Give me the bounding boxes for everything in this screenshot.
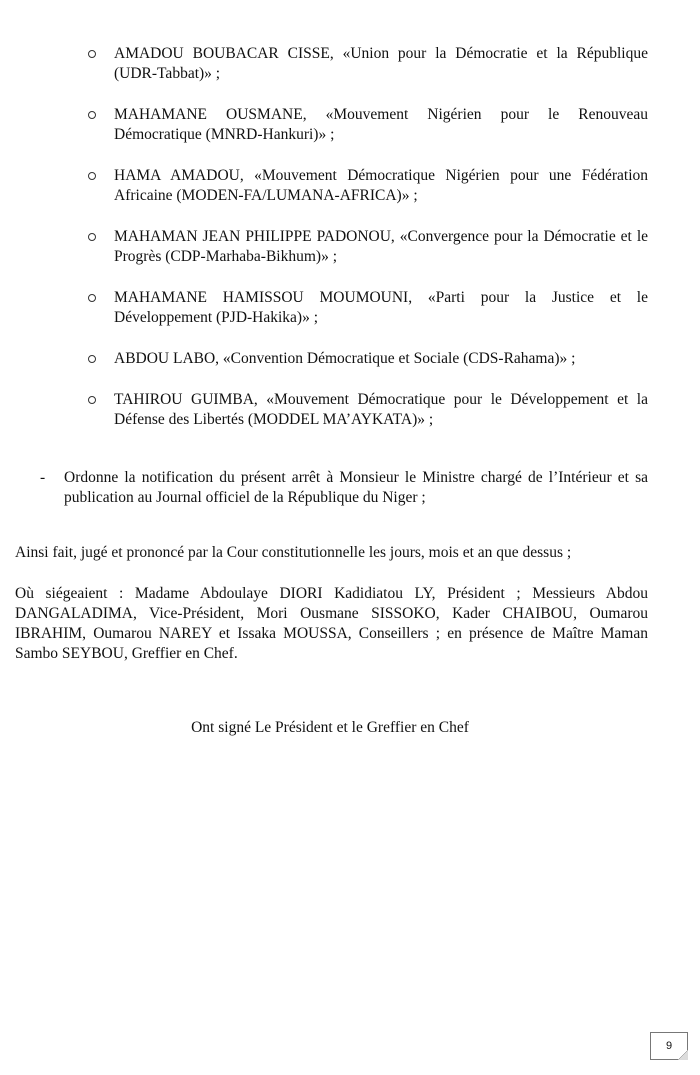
circle-bullet-icon [88, 50, 96, 58]
list-item-text: AMADOU BOUBACAR CISSE, «Union pour la Démocratie et la République (UDR-Tabbat)» ; [114, 45, 648, 82]
page-curl-icon [678, 1050, 688, 1060]
dash-bullet: - [40, 469, 46, 486]
circle-bullet-icon [88, 172, 96, 180]
circle-bullet-icon [88, 355, 96, 363]
dash-item-text: Ordonne la notification du présent arrêt à Monsieur le Ministre chargé de l’Intérieur et sa publication au Journal officiel de la République du Niger ; [64, 469, 648, 506]
circle-bullet-icon [88, 111, 96, 119]
signature-line: Ont signé Le Président et le Greffier en Chef [191, 719, 469, 736]
circle-bullet-icon [88, 233, 96, 241]
list-item-text: MAHAMAN JEAN PHILIPPE PADONOU, «Convergence pour la Démocratie et le Progrès (CDP-Marhaba-Bikhum)» ; [114, 228, 648, 265]
circle-bullet-icon [88, 396, 96, 404]
page-number-text: 9 [665, 1040, 673, 1052]
list-item-text: MAHAMANE OUSMANE, «Mouvement Nigérien pour le Renouveau Démocratique (MNRD-Hankuri)» ; [114, 106, 648, 143]
closing-paragraph: Ainsi fait, jugé et prononcé par la Cour constitutionnelle les jours, mois et an que dessus ; [15, 544, 572, 561]
list-item-text: HAMA AMADOU, «Mouvement Démocratique Nigérien pour une Fédération Africaine (MODEN-FA/LUMANA-AFRICA)» ; [114, 167, 648, 204]
list-item-text: MAHAMANE HAMISSOU MOUMOUNI, «Parti pour la Justice et le Développement (PJD-Hakika)» ; [114, 289, 648, 326]
list-item-text: TAHIROU GUIMBA, «Mouvement Démocratique pour le Développement et la Défense des Libertés (MODDEL MA’AYKATA)» ; [114, 391, 648, 428]
members-paragraph: Où siégeaient : Madame Abdoulaye DIORI Kadidiatou LY, Président ; Messieurs Abdou DANGALADIMA, Vice-Président, Mori Ousmane SISSOKO, Kader CHAIBOU, Oumarou IBRAHIM, Oumarou NAREY et Issaka MOUSSA, Conseillers ; en présence de Maître Maman Sambo SEYBOU, Greffier en Chef. [15, 585, 648, 662]
list-item-text: ABDOU LABO, «Convention Démocratique et Sociale (CDS-Rahama)» ; [114, 350, 576, 367]
circle-bullet-icon [88, 294, 96, 302]
page-number [650, 1032, 688, 1060]
